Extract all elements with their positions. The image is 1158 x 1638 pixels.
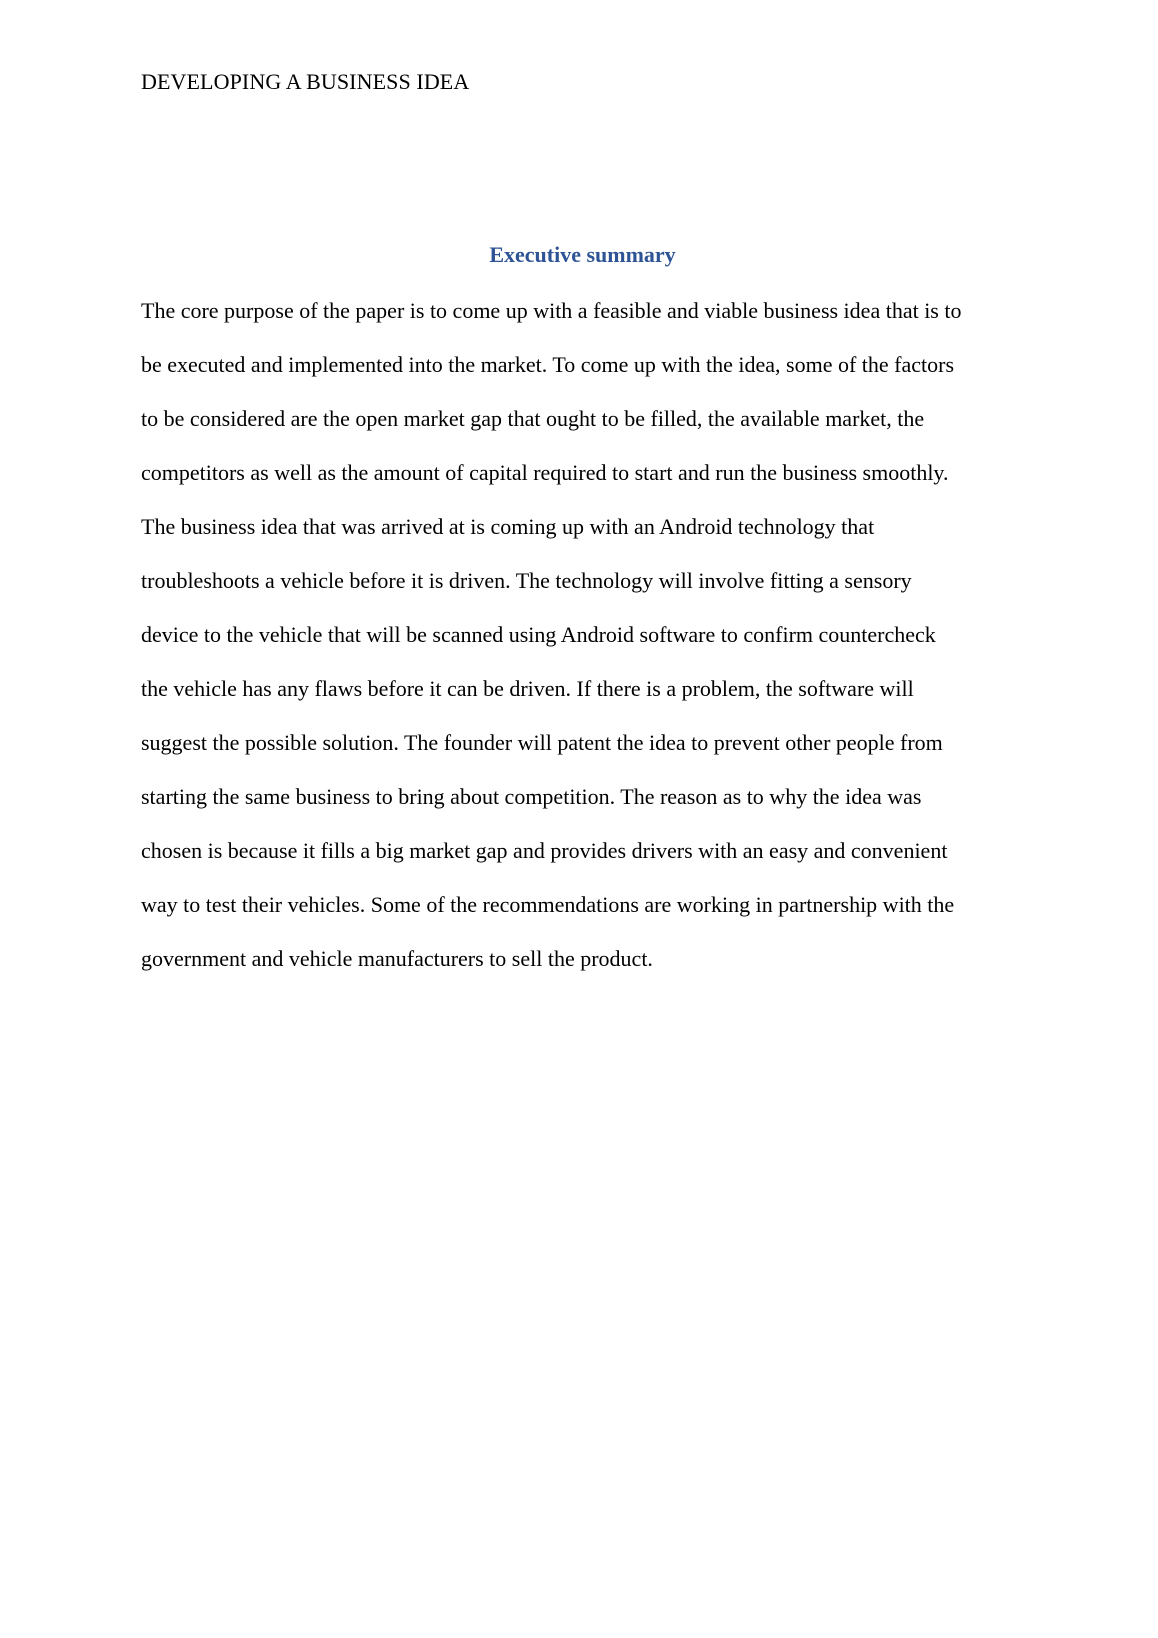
paragraph-line: The business idea that was arrived at is coming up with an Android technology that (141, 514, 875, 539)
paragraph-line: device to the vehicle that will be scanned using Android software to confirm countercheck (141, 622, 936, 647)
section-heading: Executive summary (489, 242, 676, 267)
paragraph-line: troubleshoots a vehicle before it is driven. The technology will involve fitting a sensory (141, 568, 912, 593)
paragraph-line: chosen is because it fills a big market gap and provides drivers with an easy and convenient (141, 838, 948, 863)
paragraph-line: competitors as well as the amount of capital required to start and run the business smoothly. (141, 460, 949, 485)
paragraph-line: starting the same business to bring about competition. The reason as to why the idea was (141, 784, 922, 809)
paragraph-line: way to test their vehicles. Some of the recommendations are working in partnership with the (141, 892, 955, 917)
paragraph-line: be executed and implemented into the market. To come up with the idea, some of the factors (141, 352, 955, 377)
paragraph-line: government and vehicle manufacturers to sell the product. (141, 946, 653, 971)
paragraph-line: The core purpose of the paper is to come up with a feasible and viable business idea that is to (141, 298, 962, 323)
paragraph-line: suggest the possible solution. The founder will patent the idea to prevent other people from (141, 730, 943, 755)
paragraph-line: the vehicle has any flaws before it can be driven. If there is a problem, the software will (141, 676, 914, 701)
paragraph-line: to be considered are the open market gap that ought to be filled, the available market, the (141, 406, 925, 431)
summary-paragraph (141, 294, 1041, 996)
running-head: DEVELOPING A BUSINESS IDEA (141, 69, 470, 94)
